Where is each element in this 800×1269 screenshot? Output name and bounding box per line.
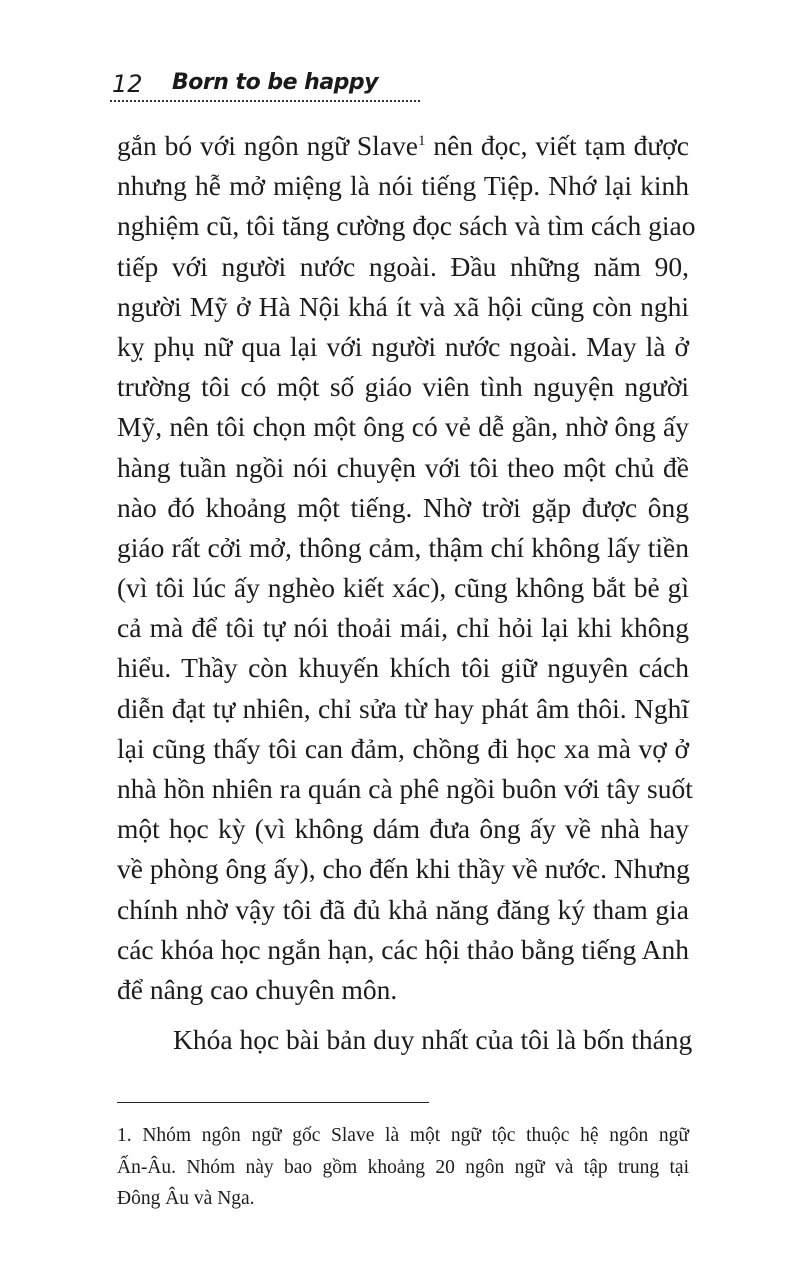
body-line: chính nhờ vậy tôi đã đủ khả năng đăng ký tham gia [117,893,689,925]
body-line: Khóa học bài bản duy nhất của tôi là bốn tháng [173,1024,693,1056]
footnote-line: Ấn-Âu. Nhóm này bao gồm khoảng 20 ngôn ngữ và tập trung tại [117,1156,689,1178]
body-line: diễn đạt tự nhiên, chỉ sửa từ hay phát âm thôi. Nghĩ [117,692,689,724]
body-line: một học kỳ (vì không dám đưa ông ấy về nhà hay [117,813,689,845]
body-line: nhưng hễ mở miệng là nói tiếng Tiệp. Nhớ lại kinh [117,170,689,202]
body-line: về phòng ông ấy), cho đến khi thầy về nước. Nhưng [117,853,690,885]
book-title: Born to be happy [172,70,379,95]
footnote-reference: 1 [417,132,426,149]
footnote [117,1120,689,1215]
footnote-line: Đông Âu và Nga. [117,1188,255,1209]
body-line: trường tôi có một số giáo viên tình nguyện người [117,371,689,403]
body-line: lại cũng thấy tôi can đảm, chồng đi học xa mà vợ ở [117,732,689,764]
body-line: (vì tôi lúc ấy nghèo kiết xác), cũng không bắt bẻ gì [117,572,689,604]
body-line: giáo rất cởi mở, thông cảm, thậm chí không lấy tiền [117,531,689,563]
body-line: nhà hồn nhiên ra quán cà phê ngồi buôn với tây suốt [117,773,693,804]
running-header [110,66,420,106]
body-text [117,126,696,1060]
body-line-text: nên đọc, viết tạm được [425,130,689,161]
body-line: Mỹ, nên tôi chọn một ông có vẻ dễ gần, nhờ ông ấy [117,411,689,443]
body-line-text: gắn bó với ngôn ngữ Slave [117,130,418,161]
body-line: hàng tuần ngồi nói chuyện với tôi theo một chủ đề [117,451,689,483]
page-number: 12 [112,70,143,98]
body-line: để nâng cao chuyên môn. [117,973,398,1005]
body-line [117,126,689,166]
body-line: tiếp với người nước ngoài. Đầu những năm 90, [117,250,689,282]
body-line: cả mà để tôi tự nói thoải mái, chỉ hỏi lại khi không [117,612,689,644]
body-line: nào đó khoảng một tiếng. Nhờ trời gặp được ông [117,491,689,523]
footnote-line: 1. Nhóm ngôn ngữ gốc Slave là một ngữ tộc thuộc hệ ngôn ngữ [117,1125,689,1146]
header-dotted-rule [110,100,420,102]
body-line: kỵ phụ nữ qua lại với người nước ngoài. May là ở [117,330,689,362]
body-line: nghiệm cũ, tôi tăng cường đọc sách và tìm cách giao [117,210,696,242]
body-line: người Mỹ ở Hà Nội khá ít và xã hội cũng còn nghi [117,290,689,322]
body-line: các khóa học ngắn hạn, các hội thảo bằng tiếng Anh [117,933,689,965]
body-line: hiểu. Thầy còn khuyến khích tôi giữ nguyên cách [117,652,689,684]
footnote-separator [117,1102,429,1103]
